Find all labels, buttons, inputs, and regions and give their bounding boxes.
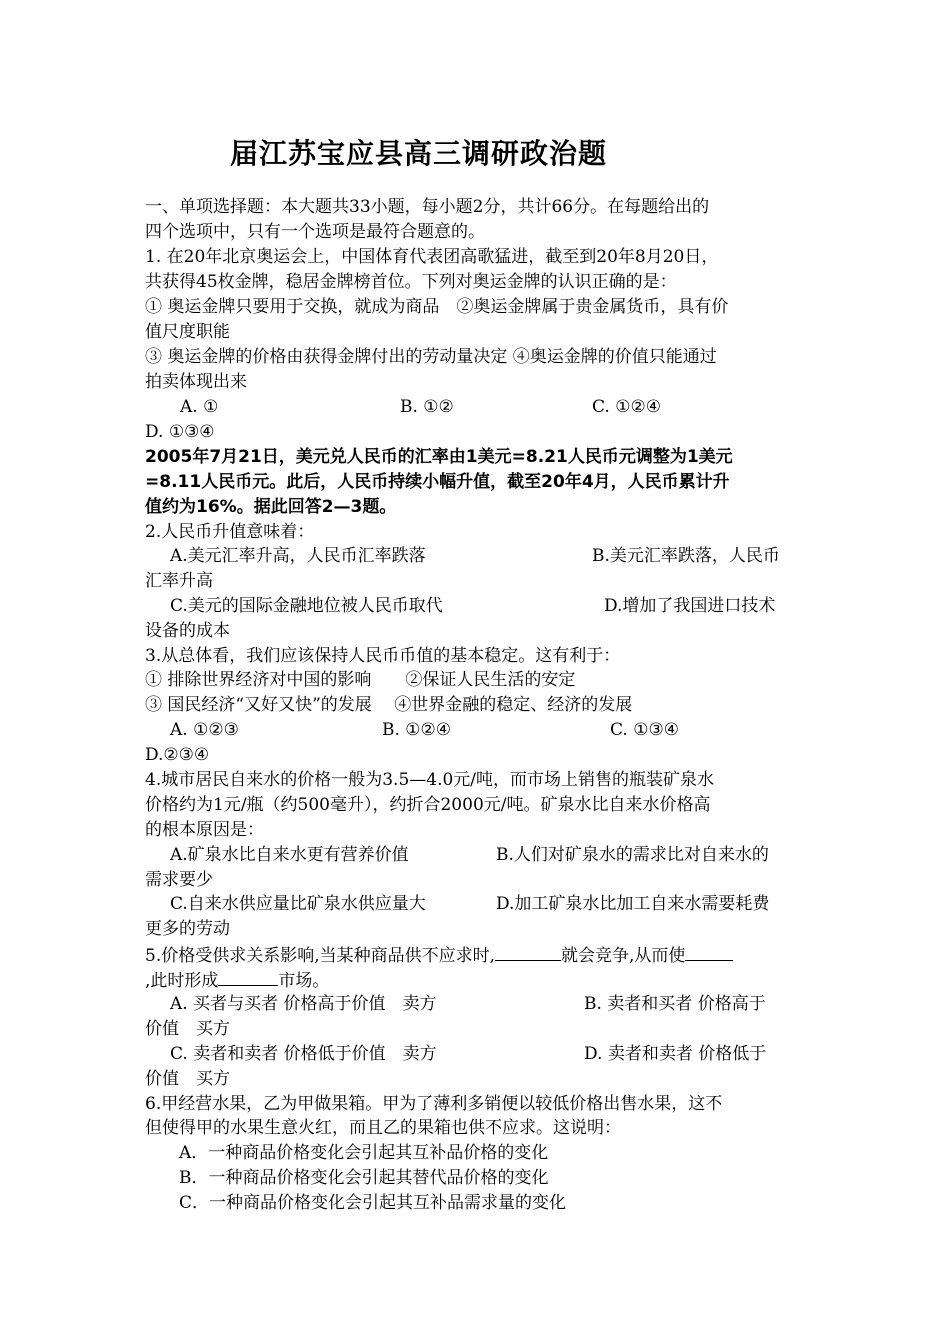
text-line: 3.从总体看，我们应该保持人民币币值的基本稳定。这有利于： [145,646,621,666]
q2-option-a: A.美元汇率升高，人民币汇率跌落 [170,546,426,566]
q2-option-b: B.美元汇率跌落，人民币 [592,546,780,566]
text-line: ③ 奥运金牌的价格由获得金牌付出的劳动量决定 ④奥运金牌的价值只能通过 [145,347,717,367]
text-line: ① 奥运金牌只要用于交换，就成为商品 ②奥运金牌属于贵金属货币，具有价 [145,297,729,317]
text-line: 值尺度职能 [145,322,230,342]
q3-option-c: C. ①③④ [610,720,679,740]
text-line: 价值 买方 [145,1069,230,1089]
text-line: 价格约为1元/瓶（约500毫升），约折合2000元/吨。矿泉水比自来水价格高 [145,795,711,815]
q5-stem-part: 5.价格受供求关系影响,当某种商品供不应求时, [145,946,496,966]
text-line: C．一种商品价格变化会引起其互补品需求量的变化 [145,1193,567,1213]
text-line: 一、单项选择题：本大题共33小题，每小题2分，共计66分。在每题给出的 [145,197,710,217]
page-title: 届江苏宝应县高三调研政治题 [230,137,608,170]
blank [218,969,278,986]
q4-option-b: B.人们对矿泉水的需求比对自来水的 [496,845,769,865]
text-line: A．一种商品价格变化会引起其互补品价格的变化 [145,1143,549,1163]
text-line: 但使得甲的水果生意火红，而且乙的果箱也供不应求。这说明： [145,1118,621,1138]
q5-stem [145,969,329,991]
text-line: 设备的成本 [145,621,230,641]
blank [495,944,561,961]
text-line: 需求要少 [145,870,213,890]
q4-option-a: A.矿泉水比自来水更有营养价值 [170,845,409,865]
text-line-bold: 2005年7月21日，美元兑人民币的汇率由1美元=8.21人民币元调整为1美元 [145,447,733,467]
text-line: B．一种商品价格变化会引起其替代品价格的变化 [145,1168,549,1188]
text-line: ① 排除世界经济对中国的影响 ②保证人民生活的安定 [145,670,576,690]
text-line: D. ①③④ [145,422,215,442]
text-line: 价值 买方 [145,1019,230,1039]
q4-option-c: C.自来水供应量比矿泉水供应量大 [170,894,426,914]
text-line-bold: =8.11人民币元。此后，人民币持续小幅升值，截至20年4月，人民币累计升 [145,472,730,492]
text-line: 汇率升高 [145,571,213,591]
text-line: 拍卖体现出来 [145,372,247,392]
q4-option-d: D.加工矿泉水比加工自来水需要耗费 [496,894,770,914]
q2-option-c: C.美元的国际金融地位被人民币取代 [170,596,443,616]
q5-option-a: A. 买者与买者 价格高于价值 卖方 [170,994,437,1014]
blank [685,944,733,961]
q5-stem-part: 市场。 [278,971,330,991]
text-line: 6.甲经营水果，乙为甲做果箱。甲为了薄利多销便以较低价格出售水果，这不 [145,1094,723,1114]
text-line: 的根本原因是： [145,820,264,840]
text-line: 4.城市居民自来水的价格一般为3.5—4.0元/吨，而市场上销售的瓶装矿泉水 [145,770,715,790]
text-line: 更多的劳动 [145,919,230,939]
q1-option-b: B. ①② [400,397,454,417]
text-line: 共获得45枚金牌，稳居金牌榜首位。下列对奥运金牌的认识正确的是： [145,272,677,292]
q1-option-c: C. ①②④ [592,397,661,417]
q5-stem [145,944,733,966]
text-line: 四个选项中，只有一个选项是最符合题意的。 [145,222,485,242]
q5-option-d: D. 卖者和卖者 价格低于 [584,1044,767,1064]
text-line: ③ 国民经济“又好又快”的发展 ④世界金融的稳定、经济的发展 [145,695,633,715]
q5-stem-part: 就会竞争,从而使 [561,946,686,966]
text-line-bold: 值约为16%。据此回答2—3题。 [145,497,397,517]
text-line: 2.人民币升值意味着： [145,522,315,542]
q3-option-b: B. ①②④ [382,720,452,740]
q5-option-c: C. 卖者和卖者 价格低于价值 卖方 [170,1044,437,1064]
text-line: D.②③④ [145,745,210,765]
q5-option-b: B. 卖者和买者 价格高于 [584,994,766,1014]
q3-option-a: A. ①②③ [170,720,239,740]
q5-stem-part: ,此时形成 [145,971,219,991]
q2-option-d: D.增加了我国进口技术 [604,596,776,616]
text-line: 1. 在20年北京奥运会上，中国体育代表团高歌猛进，截至到20年8月20日， [145,247,719,267]
q1-option-a: A. ① [180,397,219,417]
